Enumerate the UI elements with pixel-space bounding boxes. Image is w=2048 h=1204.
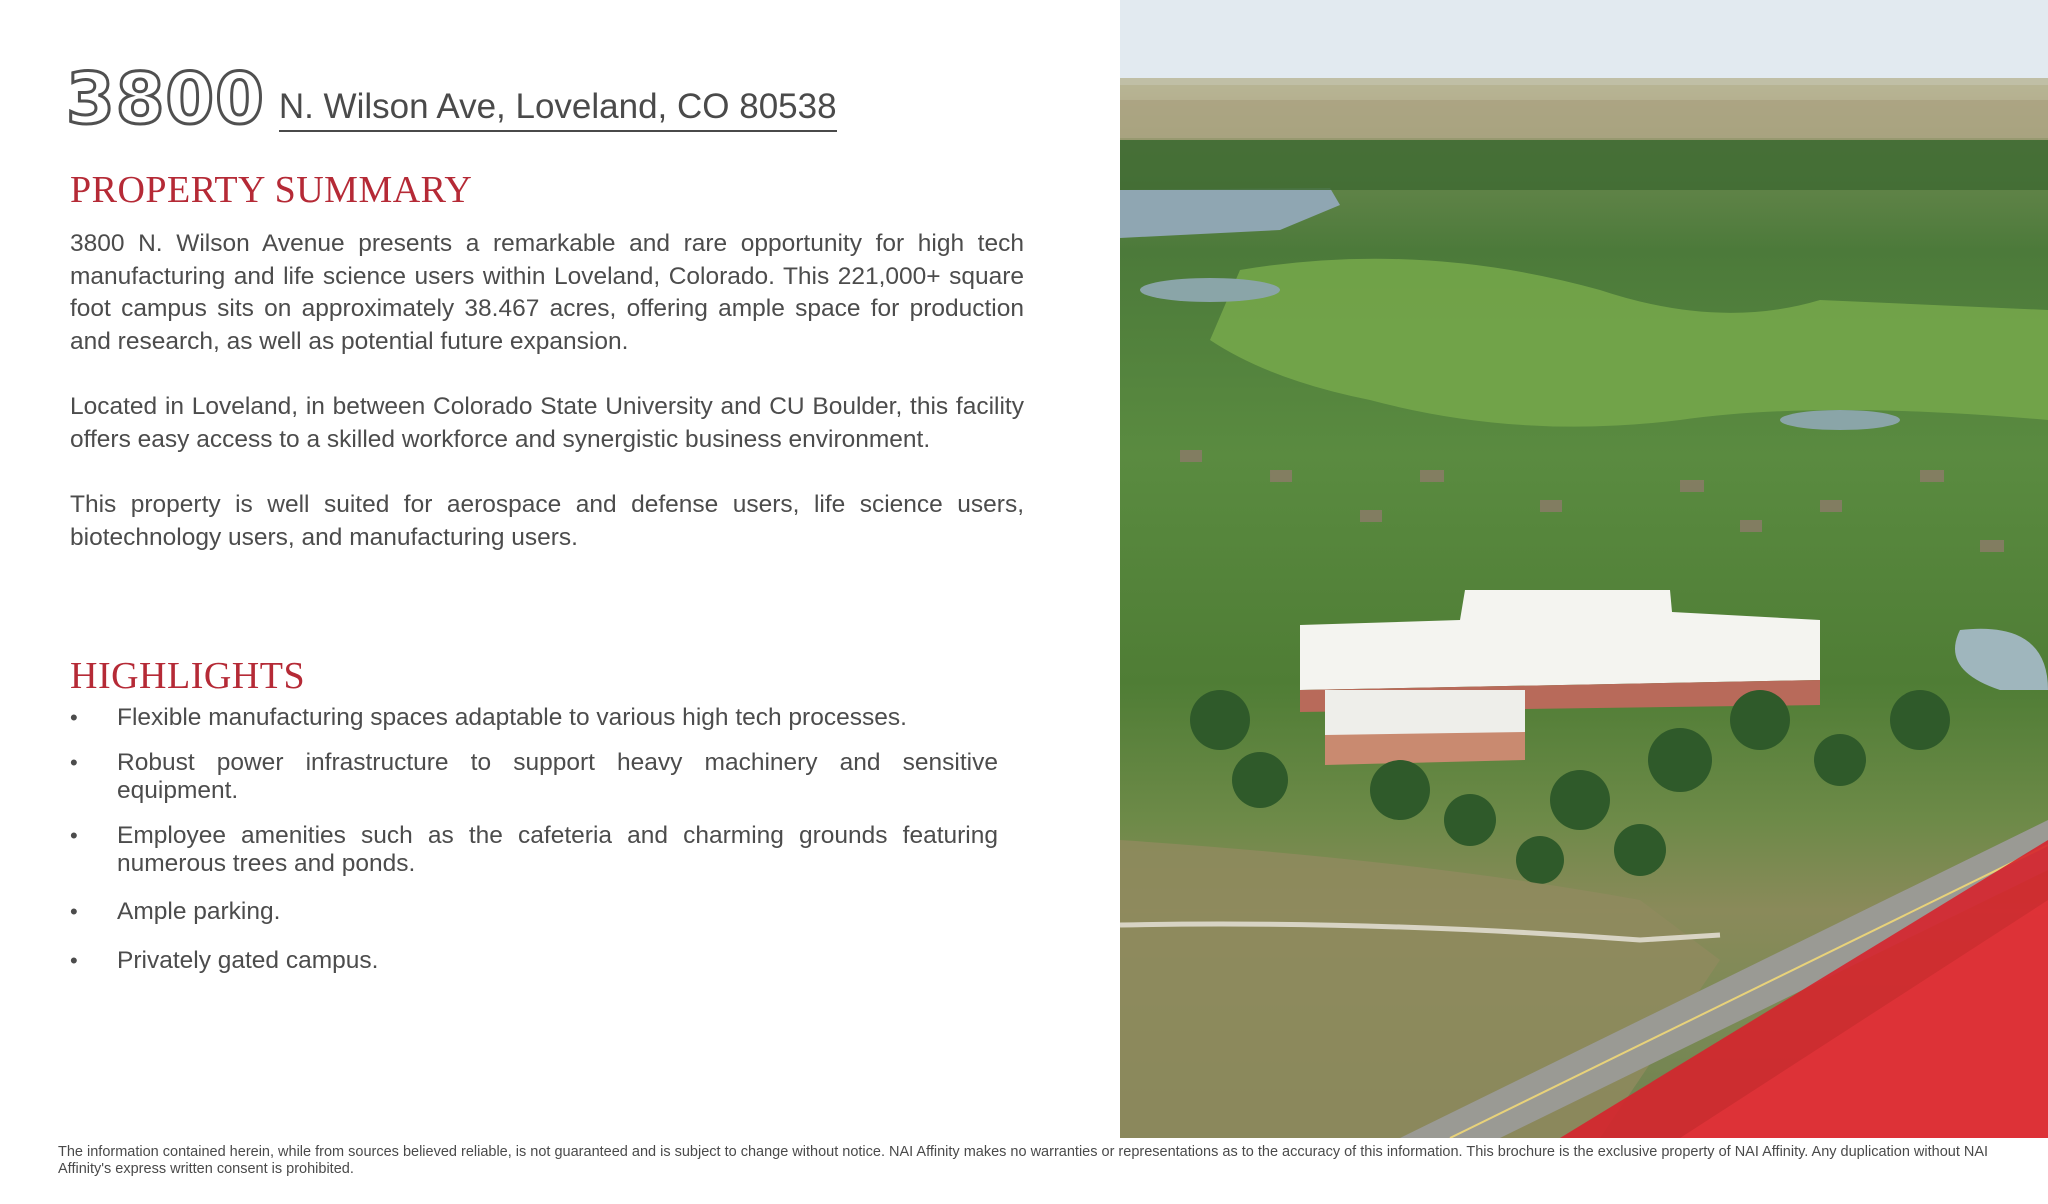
- street-number: 3800: [66, 58, 265, 140]
- highlight-item: [70, 947, 998, 975]
- highlights-list: [70, 704, 998, 975]
- summary-paragraph: This property is well suited for aerospace and defense users, life science users, biotechnology users, and manufacturing users.: [70, 491, 1024, 551]
- highlight-item: [70, 704, 998, 732]
- bullet-icon: •: [70, 899, 78, 924]
- bullet-icon: •: [70, 948, 78, 973]
- summary-paragraph: 3800 N. Wilson Avenue presents a remarkable and rare opportunity for high tech manufacturing and life science users within Loveland, Colorado. This 221,000+ square foot campus sits on approximately 38.467 acres, offering ample space for production and research, as well as potential future expansion.: [70, 230, 1024, 355]
- highlight-item: [70, 822, 998, 878]
- highlight-item: [70, 749, 998, 805]
- bullet-icon: •: [70, 750, 78, 775]
- disclaimer: The information contained herein, while from sources believed reliable, is not guaranteed and is subject to change without notice. NAI Affinity makes no warranties or representations as to the accuracy of this information. This brochure is the exclusive property of NAI Affinity. Any duplication without NAI Affinity's express written consent is prohibited.: [58, 1144, 1989, 1177]
- street-address: N. Wilson Ave, Loveland, CO 80538: [279, 86, 837, 132]
- highlight-text: Privately gated campus.: [117, 947, 379, 974]
- highlight-item: [70, 898, 998, 926]
- highlights-title: HIGHLIGHTS: [70, 655, 306, 697]
- highlight-text: Ample parking.: [117, 898, 281, 925]
- highlight-text: Flexible manufacturing spaces adaptable to various high tech processes.: [117, 704, 907, 731]
- property-header: [66, 58, 837, 140]
- summary-body: [70, 228, 1024, 587]
- aerial-photo: [1120, 0, 2048, 1138]
- bullet-icon: •: [70, 823, 78, 848]
- summary-paragraph: Located in Loveland, in between Colorado State University and CU Boulder, this facility offers easy access to a skilled workforce and synergistic business environment.: [70, 393, 1024, 453]
- highlight-text: Employee amenities such as the cafeteria and charming grounds featuring numerous trees and ponds.: [117, 822, 998, 877]
- bullet-icon: •: [70, 705, 78, 730]
- summary-title: PROPERTY SUMMARY: [70, 169, 473, 211]
- aerial-photo-illustration: [1120, 0, 2048, 1138]
- highlight-text: Robust power infrastructure to support heavy machinery and sensitive equipment.: [117, 749, 998, 804]
